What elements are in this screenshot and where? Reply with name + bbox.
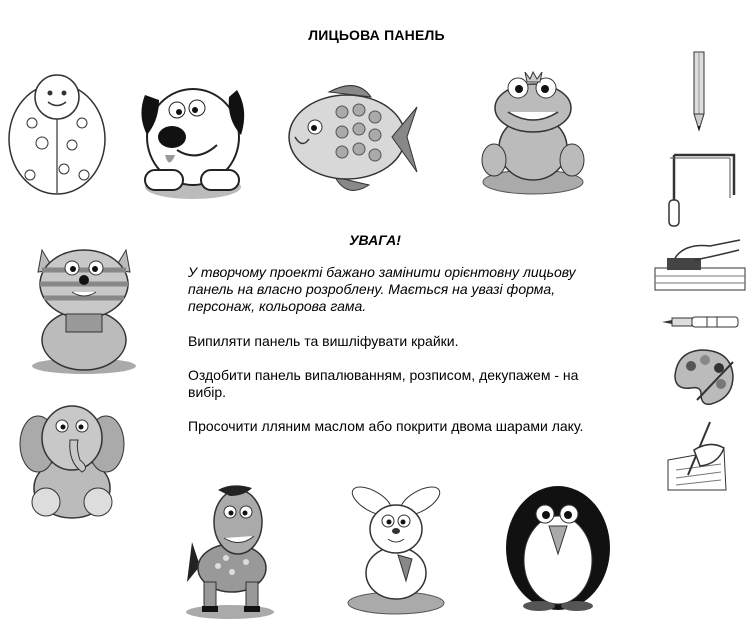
- page-title: ЛИЦЬОВА ПАНЕЛЬ: [308, 27, 445, 43]
- fret-saw-icon: [666, 150, 738, 230]
- dog-illustration: [137, 75, 249, 200]
- sanding-hand-icon: [655, 238, 745, 293]
- ladybug-illustration: [6, 75, 108, 197]
- frog-illustration: [480, 70, 586, 195]
- horse-illustration: [182, 482, 278, 620]
- fish-illustration: [287, 77, 419, 202]
- instruction-paragraph-4: Просочити лляним маслом або покрити двома шарами лаку.: [188, 418, 584, 434]
- elephant-illustration: [20, 402, 124, 520]
- hand-painting-icon: [666, 420, 730, 492]
- warning-heading: УВАГА!: [349, 232, 401, 248]
- wood-burner-icon: [662, 315, 740, 329]
- striped-cat-illustration: [28, 240, 140, 374]
- bunny-illustration: [346, 483, 446, 615]
- instruction-paragraph-2: Випиляти панель та вишліфувати крайки.: [188, 333, 459, 349]
- instruction-paragraph-1: У творчому проекті бажано замінити орієнтовну лицьову панель на власно розроблену. Мається на увазі форма, персонаж, кольорова гама.: [188, 264, 576, 314]
- instruction-paragraph-3: Оздобити панель випалюванням, розписом, декупажем - на вибір.: [188, 367, 579, 400]
- pencil-icon: [693, 52, 705, 132]
- paint-palette-icon: [671, 348, 735, 406]
- penguin-illustration: [505, 476, 611, 612]
